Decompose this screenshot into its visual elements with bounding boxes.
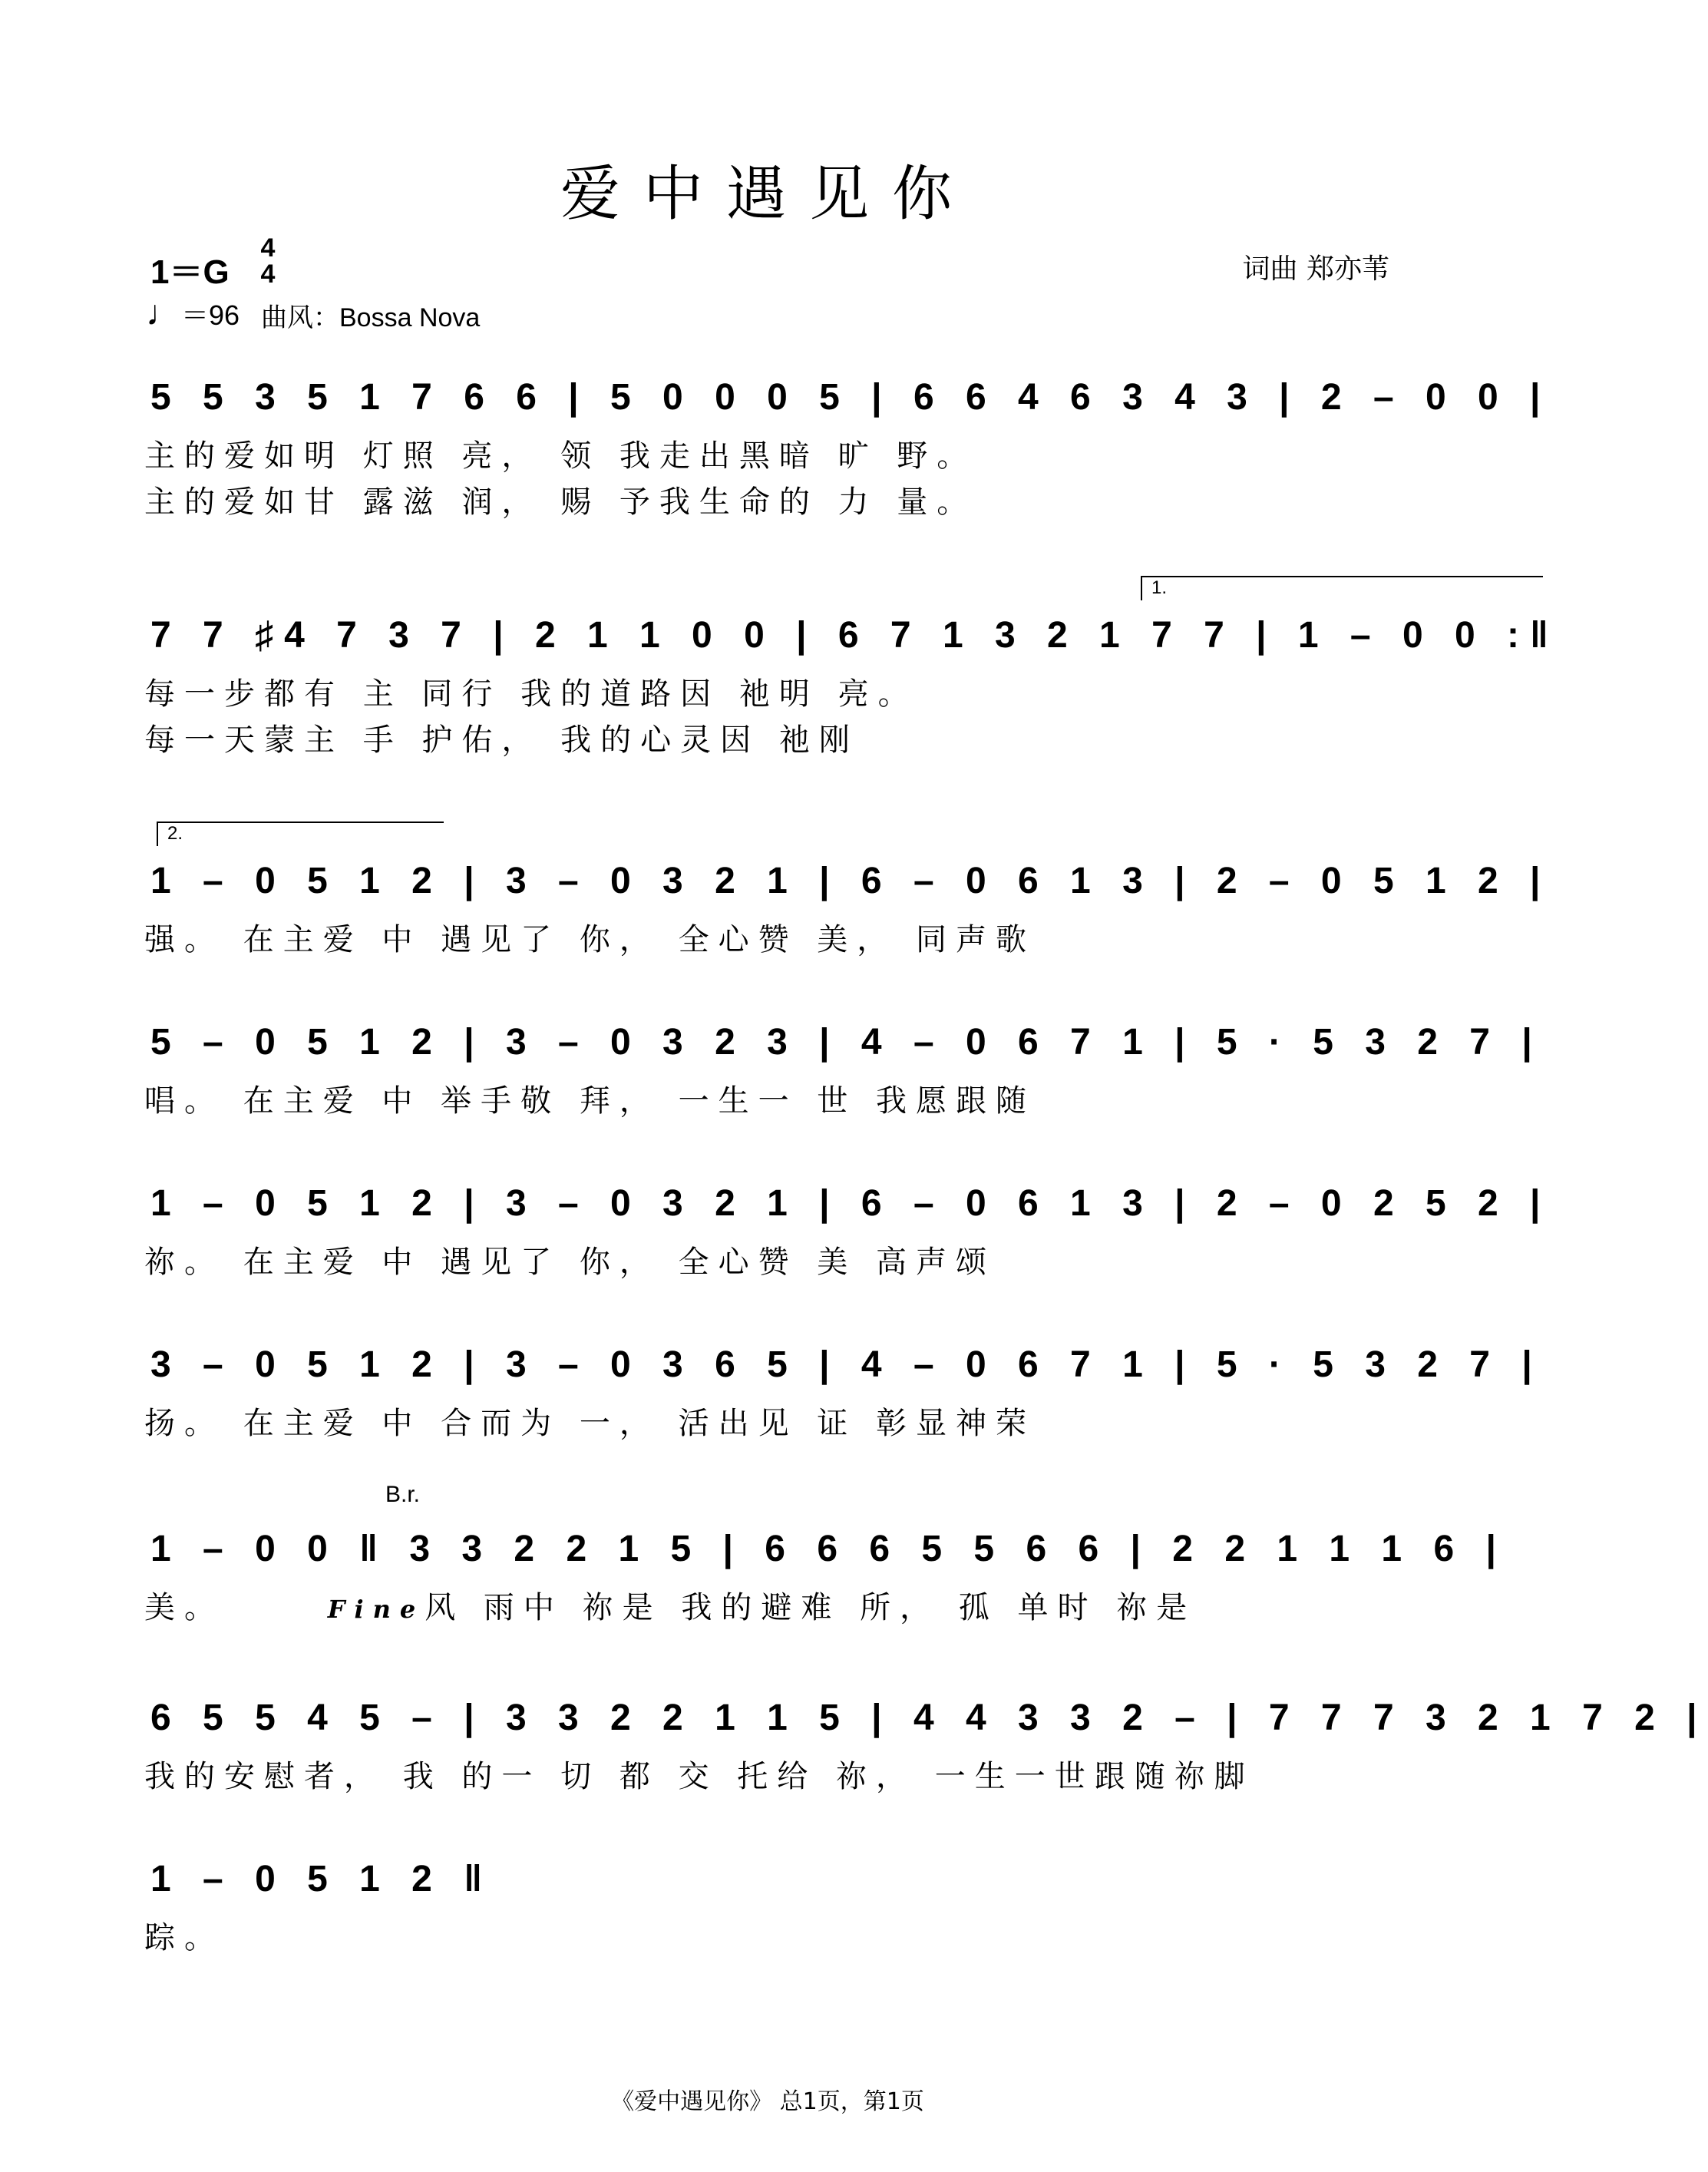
tempo-marking bbox=[146, 292, 240, 333]
notation-line: 5 – 0 5 1 2 | 3 – 0 3 2 3 | 4 – 0 6 7 1 | 5 · 5 3 2 7 | bbox=[150, 1022, 1543, 1063]
notation-line: 1 – 0 5 1 2 ‖ bbox=[150, 1859, 494, 1899]
lyric-line: 唱。 在主爱 中 举手敬 拜， 一生一 世 我愿跟随 bbox=[144, 1083, 1036, 1119]
tempo-value: ＝96 bbox=[181, 299, 240, 331]
quarter-note-icon: ♩ bbox=[146, 293, 181, 332]
lyric-line: 祢。 在主爱 中 遇见了 你， 全心赞 美 高声颂 bbox=[144, 1245, 996, 1280]
lyric-verse-2: 每一天蒙主 手 护佑， 我的心灵因 祂刚 bbox=[144, 722, 859, 758]
lyric-line bbox=[144, 1583, 1403, 1627]
lyric-verse-1: 主的爱如明 灯照 亮， 领 我走出黑暗 旷 野。 bbox=[144, 438, 977, 474]
music-style: 曲风：Bossa Nova bbox=[261, 303, 481, 332]
lyric-verse-1: 每一步都有 主 同行 我的道路因 祂明 亮。 bbox=[144, 676, 918, 712]
time-signature-top: 4 bbox=[260, 233, 276, 263]
notation-line: 1 – 0 5 1 2 | 3 – 0 3 2 1 | 6 – 0 6 1 3 | 2 – 0 5 1 2 | bbox=[150, 861, 1551, 901]
notation-line: 3 – 0 5 1 2 | 3 – 0 3 6 5 | 4 – 0 6 7 1 | 5 · 5 3 2 7 | bbox=[150, 1344, 1543, 1385]
notation-line: 5 5 3 5 1 7 6 6 | 5 0 0 0 5 | 6 6 4 6 3 4 3 | 2 – 0 0 | bbox=[150, 377, 1551, 418]
time-signature bbox=[256, 235, 279, 287]
time-signature-bottom: 4 bbox=[260, 260, 276, 289]
second-ending-bracket: 2. bbox=[157, 822, 444, 846]
lyric-verse-2: 主的爱如甘 露滋 润， 赐 予我生命的 力 量。 bbox=[144, 484, 977, 520]
composer-credit: 词曲 郑亦苇 bbox=[1242, 253, 1389, 285]
song-title: 爱中遇见你 bbox=[560, 160, 975, 229]
lyric-line: 我的安慰者， 我 的一 切 都 交 托给 祢， 一生一世跟随祢脚 bbox=[144, 1759, 1254, 1794]
breath-mark: B.r. bbox=[385, 1482, 421, 1507]
page-footer: 《爱中遇见你》 总1页，第1页 bbox=[611, 2088, 924, 2115]
key-signature: 1＝G bbox=[150, 253, 230, 291]
first-ending-bracket: 1. bbox=[1141, 576, 1543, 600]
lyric-line: 踪。 bbox=[144, 1920, 224, 1955]
notation-line: 6 5 5 4 5 – | 3 3 2 2 1 1 5 | 4 4 3 3 2 – | 7 7 7 3 2 1 7 2 | bbox=[150, 1698, 1708, 1738]
lyric-end: 美。 bbox=[144, 1590, 224, 1625]
notation-line: 7 7 ♯4 7 3 7 | 2 1 1 0 0 | 6 7 1 3 2 1 7 7 | 1 – 0 0 :‖ bbox=[150, 615, 1559, 656]
notation-line: 1 – 0 0 ‖ 3 3 2 2 1 5 | 6 6 6 5 5 6 6 | 2 2 1 1 1 6 | bbox=[150, 1529, 1507, 1569]
lyric-bridge: 风 雨中 祢是 我的避难 所， 孤 单时 祢是 bbox=[425, 1590, 1197, 1625]
notation-line: 1 – 0 5 1 2 | 3 – 0 3 2 1 | 6 – 0 6 1 3 | 2 – 0 2 5 2 | bbox=[150, 1183, 1551, 1224]
lyric-line: 强。 在主爱 中 遇见了 你， 全心赞 美， 同声歌 bbox=[144, 922, 1036, 957]
lyric-line: 扬。 在主爱 中 合而为 一， 活出见 证 彰显神荣 bbox=[144, 1406, 1036, 1441]
fine-marking: Fine bbox=[327, 1595, 425, 1624]
